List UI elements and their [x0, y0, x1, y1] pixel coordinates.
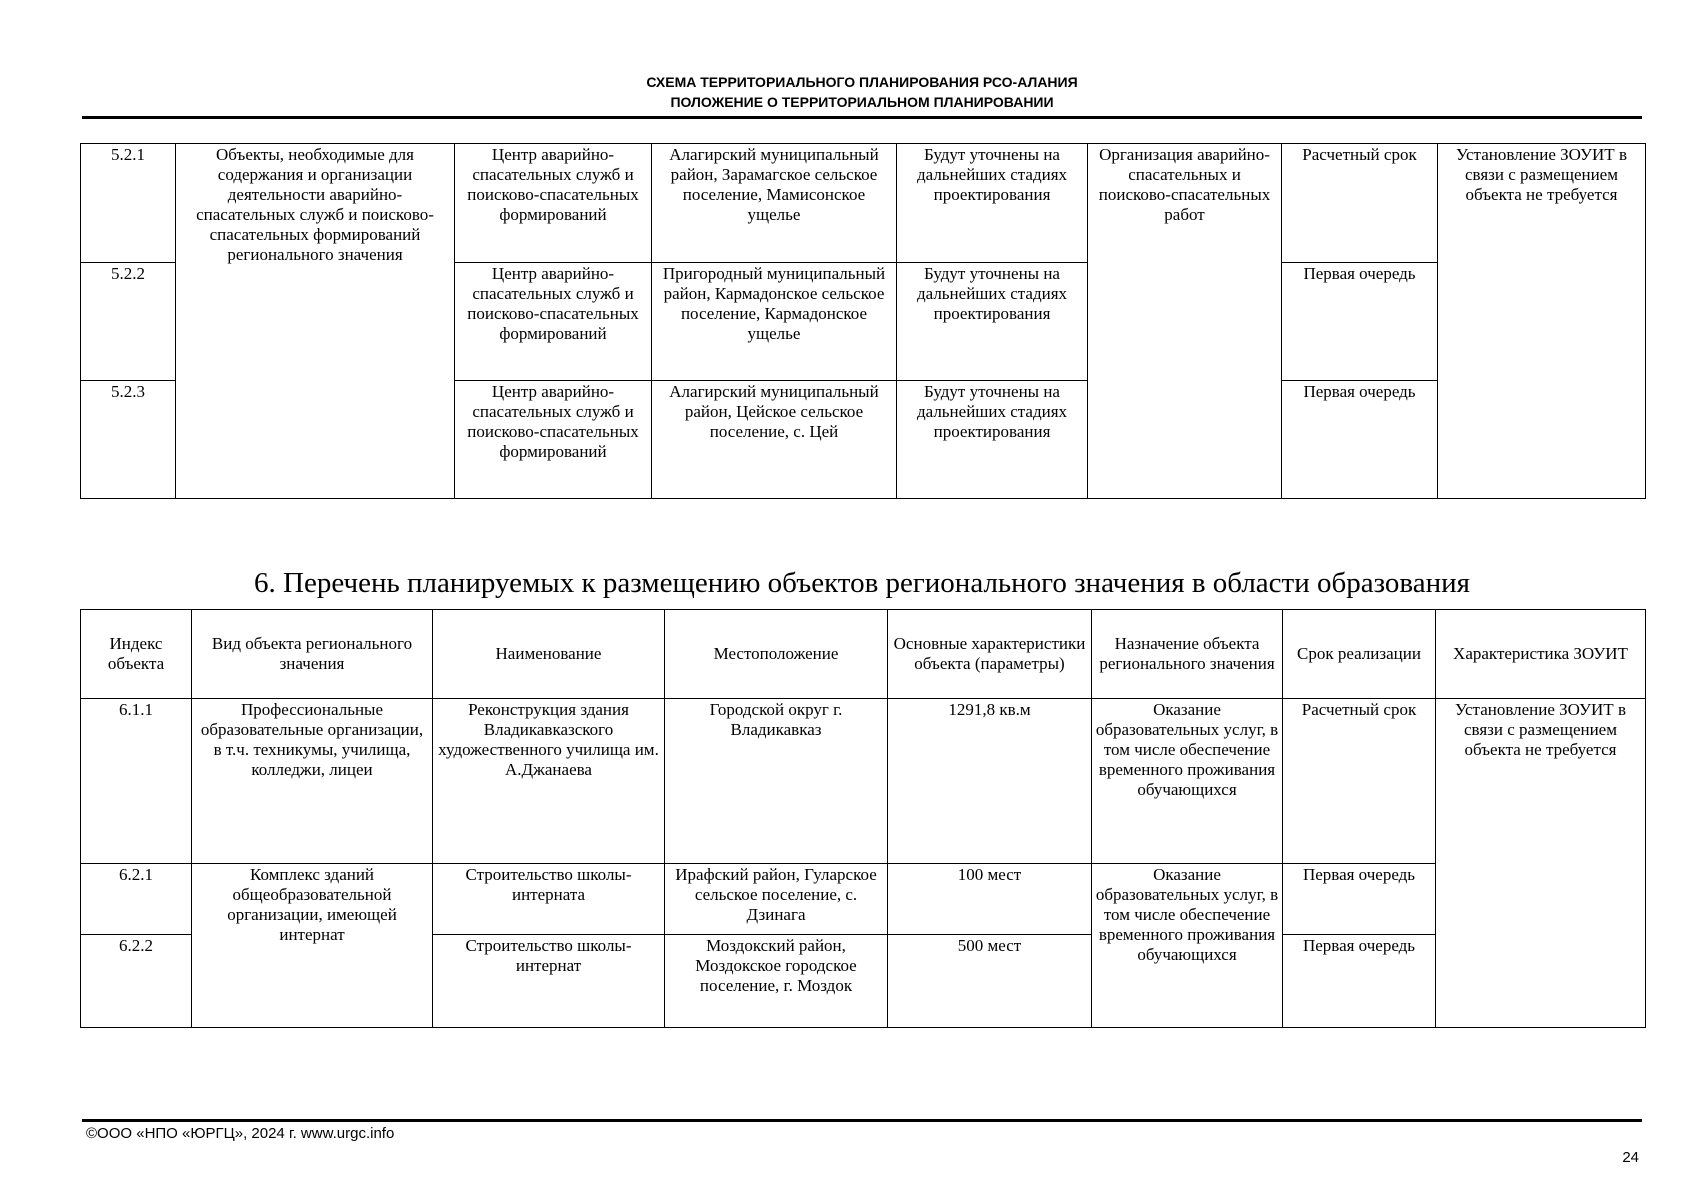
object-params: Будут уточнены на дальнейших стадиях проектирования: [897, 263, 1088, 381]
object-type: Профессиональные образовательные организации, в т.ч. техникумы, училища, колледжи, лицеи: [192, 699, 433, 864]
object-params: 500 мест: [888, 935, 1092, 1028]
object-name: Центр аварийно-спасательных служб и поисково-спасательных формирований: [455, 263, 652, 381]
object-name: Строительство школы-интерната: [433, 864, 665, 935]
object-params: 1291,8 кв.м: [888, 699, 1092, 864]
header-zouit: Характеристика ЗОУИТ: [1436, 610, 1646, 699]
object-params: Будут уточнены на дальнейших стадиях проектирования: [897, 381, 1088, 499]
object-term: Первая очередь: [1282, 381, 1438, 499]
header-params: Основные характеристики объекта (параметры): [888, 610, 1092, 699]
header-line-1: СХЕМА ТЕРРИТОРИАЛЬНОГО ПЛАНИРОВАНИЯ РСО-АЛАНИЯ: [646, 74, 1078, 90]
zouit-cell: Установление ЗОУИТ в связи с размещением объекта не требуется: [1438, 144, 1646, 499]
table-row: [81, 699, 1646, 864]
table-section-6: [80, 609, 1646, 1028]
object-purpose-cell: Оказание образовательных услуг, в том числе обеспечение временного проживания обучающихся: [1092, 864, 1283, 1028]
object-term: Расчетный срок: [1282, 144, 1438, 263]
object-term: Расчетный срок: [1283, 699, 1436, 864]
footer-rule: [82, 1119, 1642, 1122]
header-type: Вид объекта регионального значения: [192, 610, 433, 699]
object-purpose: Оказание образовательных услуг, в том числе обеспечение временного проживания обучающихся: [1092, 699, 1283, 864]
object-name: Центр аварийно-спасательных служб и поисково-спасательных формирований: [455, 144, 652, 263]
object-type-cell: Комплекс зданий общеобразовательной организации, имеющей интернат: [192, 864, 433, 1028]
table-header-row: [81, 610, 1646, 699]
object-term: Первая очередь: [1283, 935, 1436, 1028]
row-index: 5.2.2: [81, 263, 176, 381]
object-location: Алагирский муниципальный район, Зарамагское сельское поселение, Мамисонское ущелье: [652, 144, 897, 263]
header-location: Местоположение: [665, 610, 888, 699]
header-index: Индекс объекта: [81, 610, 192, 699]
row-index: 6.1.1: [81, 699, 192, 864]
header-line-2: ПОЛОЖЕНИЕ О ТЕРРИТОРИАЛЬНОМ ПЛАНИРОВАНИИ: [670, 94, 1054, 110]
object-type-cell: Объекты, необходимые для содержания и организации деятельности аварийно-спасательных служб и поисково-спасательных формирований регионального значения: [176, 144, 455, 499]
row-index: 5.2.3: [81, 381, 176, 499]
object-name: Центр аварийно-спасательных служб и поисково-спасательных формирований: [455, 381, 652, 499]
object-location: Городской округ г. Владикавказ: [665, 699, 888, 864]
object-purpose-cell: Организация аварийно-спасательных и поисково-спасательных работ: [1088, 144, 1282, 499]
page-number: 24: [1622, 1149, 1639, 1166]
table-section-5: [80, 143, 1646, 499]
table-row: [81, 144, 1646, 263]
object-params: Будут уточнены на дальнейших стадиях проектирования: [897, 144, 1088, 263]
object-name: Реконструкция здания Владикавказского художественного училища им. А.Джанаева: [433, 699, 665, 864]
header-term: Срок реализации: [1283, 610, 1436, 699]
row-index: 6.2.1: [81, 864, 192, 935]
header-purpose: Назначение объекта регионального значения: [1092, 610, 1283, 699]
object-term: Первая очередь: [1283, 864, 1436, 935]
object-term: Первая очередь: [1282, 263, 1438, 381]
section-title: 6. Перечень планируемых к размещению объектов регионального значения в области образования: [254, 567, 1470, 599]
zouit-cell: Установление ЗОУИТ в связи с размещением объекта не требуется: [1436, 699, 1646, 1028]
row-index: 5.2.1: [81, 144, 176, 263]
object-location: Ирафский район, Гуларское сельское поселение, с. Дзинага: [665, 864, 888, 935]
header-rule: [82, 116, 1642, 119]
object-location: Пригородный муниципальный район, Кармадонское сельское поселение, Кармадонское ущелье: [652, 263, 897, 381]
object-params: 100 мест: [888, 864, 1092, 935]
table-row: [81, 864, 1646, 935]
object-location: Моздокский район, Моздокское городское поселение, г. Моздок: [665, 935, 888, 1028]
document-header: [82, 72, 1642, 112]
object-location: Алагирский муниципальный район, Цейское сельское поселение, с. Цей: [652, 381, 897, 499]
row-index: 6.2.2: [81, 935, 192, 1028]
footer-copyright: ©ООО «НПО «ЮРГЦ», 2024 г. www.urgc.info: [86, 1125, 395, 1142]
header-name: Наименование: [433, 610, 665, 699]
object-name: Строительство школы-интернат: [433, 935, 665, 1028]
